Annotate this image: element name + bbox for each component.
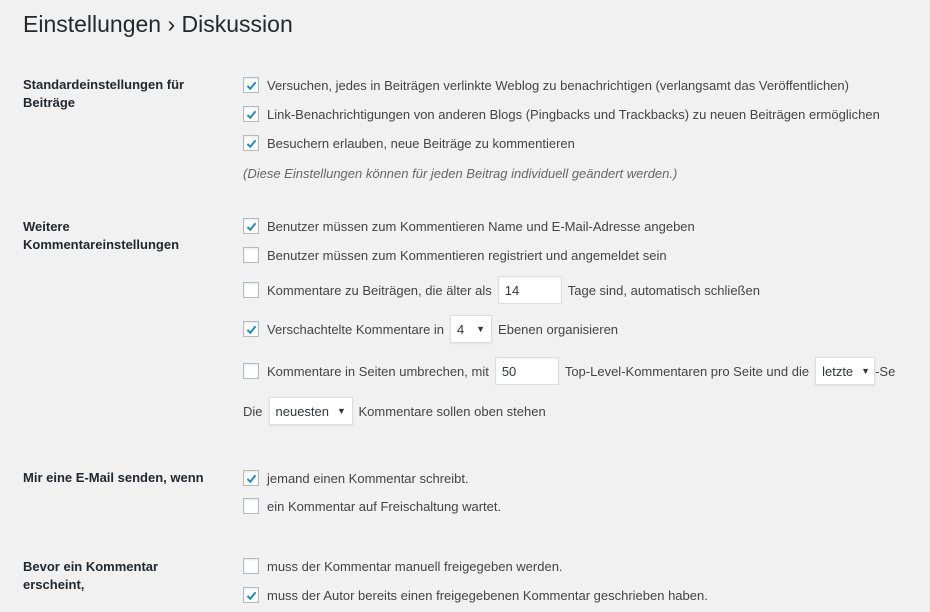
checkbox-row-previously-approved[interactable] <box>243 581 708 609</box>
days-input[interactable]: 14 <box>498 276 562 304</box>
select-value: neuesten <box>275 403 330 419</box>
select-value: 4 <box>457 321 465 337</box>
levels-select[interactable] <box>450 315 492 343</box>
checkbox-label: muss der Autor bereits einen freigegebenen Kommentar geschrieben haben. <box>267 587 708 603</box>
per-page-input[interactable]: 50 <box>495 357 559 385</box>
select-value: letzte <box>822 363 854 379</box>
page-title: Einstellungen › Diskussion <box>23 11 293 37</box>
checkbox-row-close-old[interactable] <box>243 276 760 304</box>
checkbox-label: Verschachtelte Kommentare in <box>267 321 445 337</box>
checkbox-label: Benutzer müssen zum Kommentieren registriert und angemeldet sein <box>267 247 667 263</box>
checkbox-label: muss der Kommentar manuell freigegeben werden. <box>267 558 563 574</box>
checkbox-label-middle: Top-Level-Kommentaren pro Seite und die <box>564 363 810 379</box>
checkbox-label: Kommentare in Seiten umbrechen, mit <box>267 363 489 379</box>
checkmark-icon <box>245 137 258 150</box>
checkbox[interactable] <box>243 470 259 486</box>
order-select[interactable] <box>269 397 353 425</box>
caret-down-icon: ▼ <box>861 366 871 376</box>
order-label: Die <box>243 403 263 419</box>
checkbox[interactable] <box>243 587 259 603</box>
checkbox[interactable] <box>243 106 259 122</box>
checkmark-icon <box>245 323 258 336</box>
checkbox[interactable] <box>243 363 259 379</box>
section-label-default-post: Standardeinstellungen für Beiträge <box>23 77 185 110</box>
checkbox-label: Link-Benachrichtigungen von anderen Blogs (Pingbacks und Trackbacks) zu neuen Beiträgen ermöglichen <box>267 106 880 122</box>
checkmark-icon <box>245 108 258 121</box>
checkbox-row-paginate[interactable] <box>243 357 895 385</box>
section-label-other-comment: Weitere Kommentareinstellungen <box>23 219 180 252</box>
checkbox[interactable] <box>243 77 259 93</box>
checkbox-row-allow-comments[interactable] <box>243 129 575 157</box>
checkbox[interactable] <box>243 321 259 337</box>
checkbox-row-manual-moderation[interactable] <box>243 552 563 580</box>
checkmark-icon <box>245 220 258 233</box>
checkbox-row-require-name-email[interactable] <box>243 212 695 240</box>
checkbox-row-require-registration[interactable] <box>243 241 667 269</box>
page-select[interactable] <box>815 357 875 385</box>
checkbox-row-notify-blogs[interactable] <box>243 71 849 99</box>
checkbox[interactable] <box>243 282 259 298</box>
checkbox[interactable] <box>243 558 259 574</box>
caret-down-icon: ▼ <box>337 406 346 416</box>
checkbox-label: Benutzer müssen zum Kommentieren Name und E-Mail-Adresse angeben <box>267 218 695 234</box>
order-row <box>243 397 546 425</box>
checkmark-icon <box>245 472 258 485</box>
checkbox[interactable] <box>243 135 259 151</box>
checkbox-label-after: Tage sind, automatisch schließen <box>567 282 760 298</box>
checkbox-row-comments-notify[interactable] <box>243 464 469 492</box>
checkbox-label: Kommentare zu Beiträgen, die älter als <box>267 282 492 298</box>
checkbox-label-after: -Se <box>875 363 896 379</box>
checkbox-label: ein Kommentar auf Freischaltung wartet. <box>267 498 502 514</box>
checkmark-icon <box>245 79 258 92</box>
checkbox[interactable] <box>243 218 259 234</box>
section-label-email-me: Mir eine E-Mail senden, wenn <box>23 470 204 485</box>
checkbox-label: Versuchen, jedes in Beiträgen verlinkte Weblog zu benachrichtigen (verlangsamt das Veröffentlichen) <box>267 77 849 93</box>
section-label-before-appears: Bevor ein Kommentar erscheint, <box>23 559 159 592</box>
settings-note: (Diese Einstellungen können für jeden Beitrag individuell geändert werden.) <box>243 166 678 181</box>
checkbox-row-moderation-notify[interactable] <box>243 492 501 520</box>
checkmark-icon <box>245 589 258 602</box>
caret-down-icon: ▼ <box>476 324 486 334</box>
checkbox-label-after: Ebenen organisieren <box>498 321 619 337</box>
order-label-after: Kommentare sollen oben stehen <box>358 403 546 419</box>
checkbox-row-threaded[interactable] <box>243 315 618 343</box>
checkbox-label: jemand einen Kommentar schreibt. <box>267 470 469 486</box>
checkbox-row-pingbacks[interactable] <box>243 100 880 128</box>
checkbox-label: Besuchern erlauben, neue Beiträge zu kommentieren <box>267 135 575 151</box>
checkbox[interactable] <box>243 498 259 514</box>
checkbox[interactable] <box>243 247 259 263</box>
